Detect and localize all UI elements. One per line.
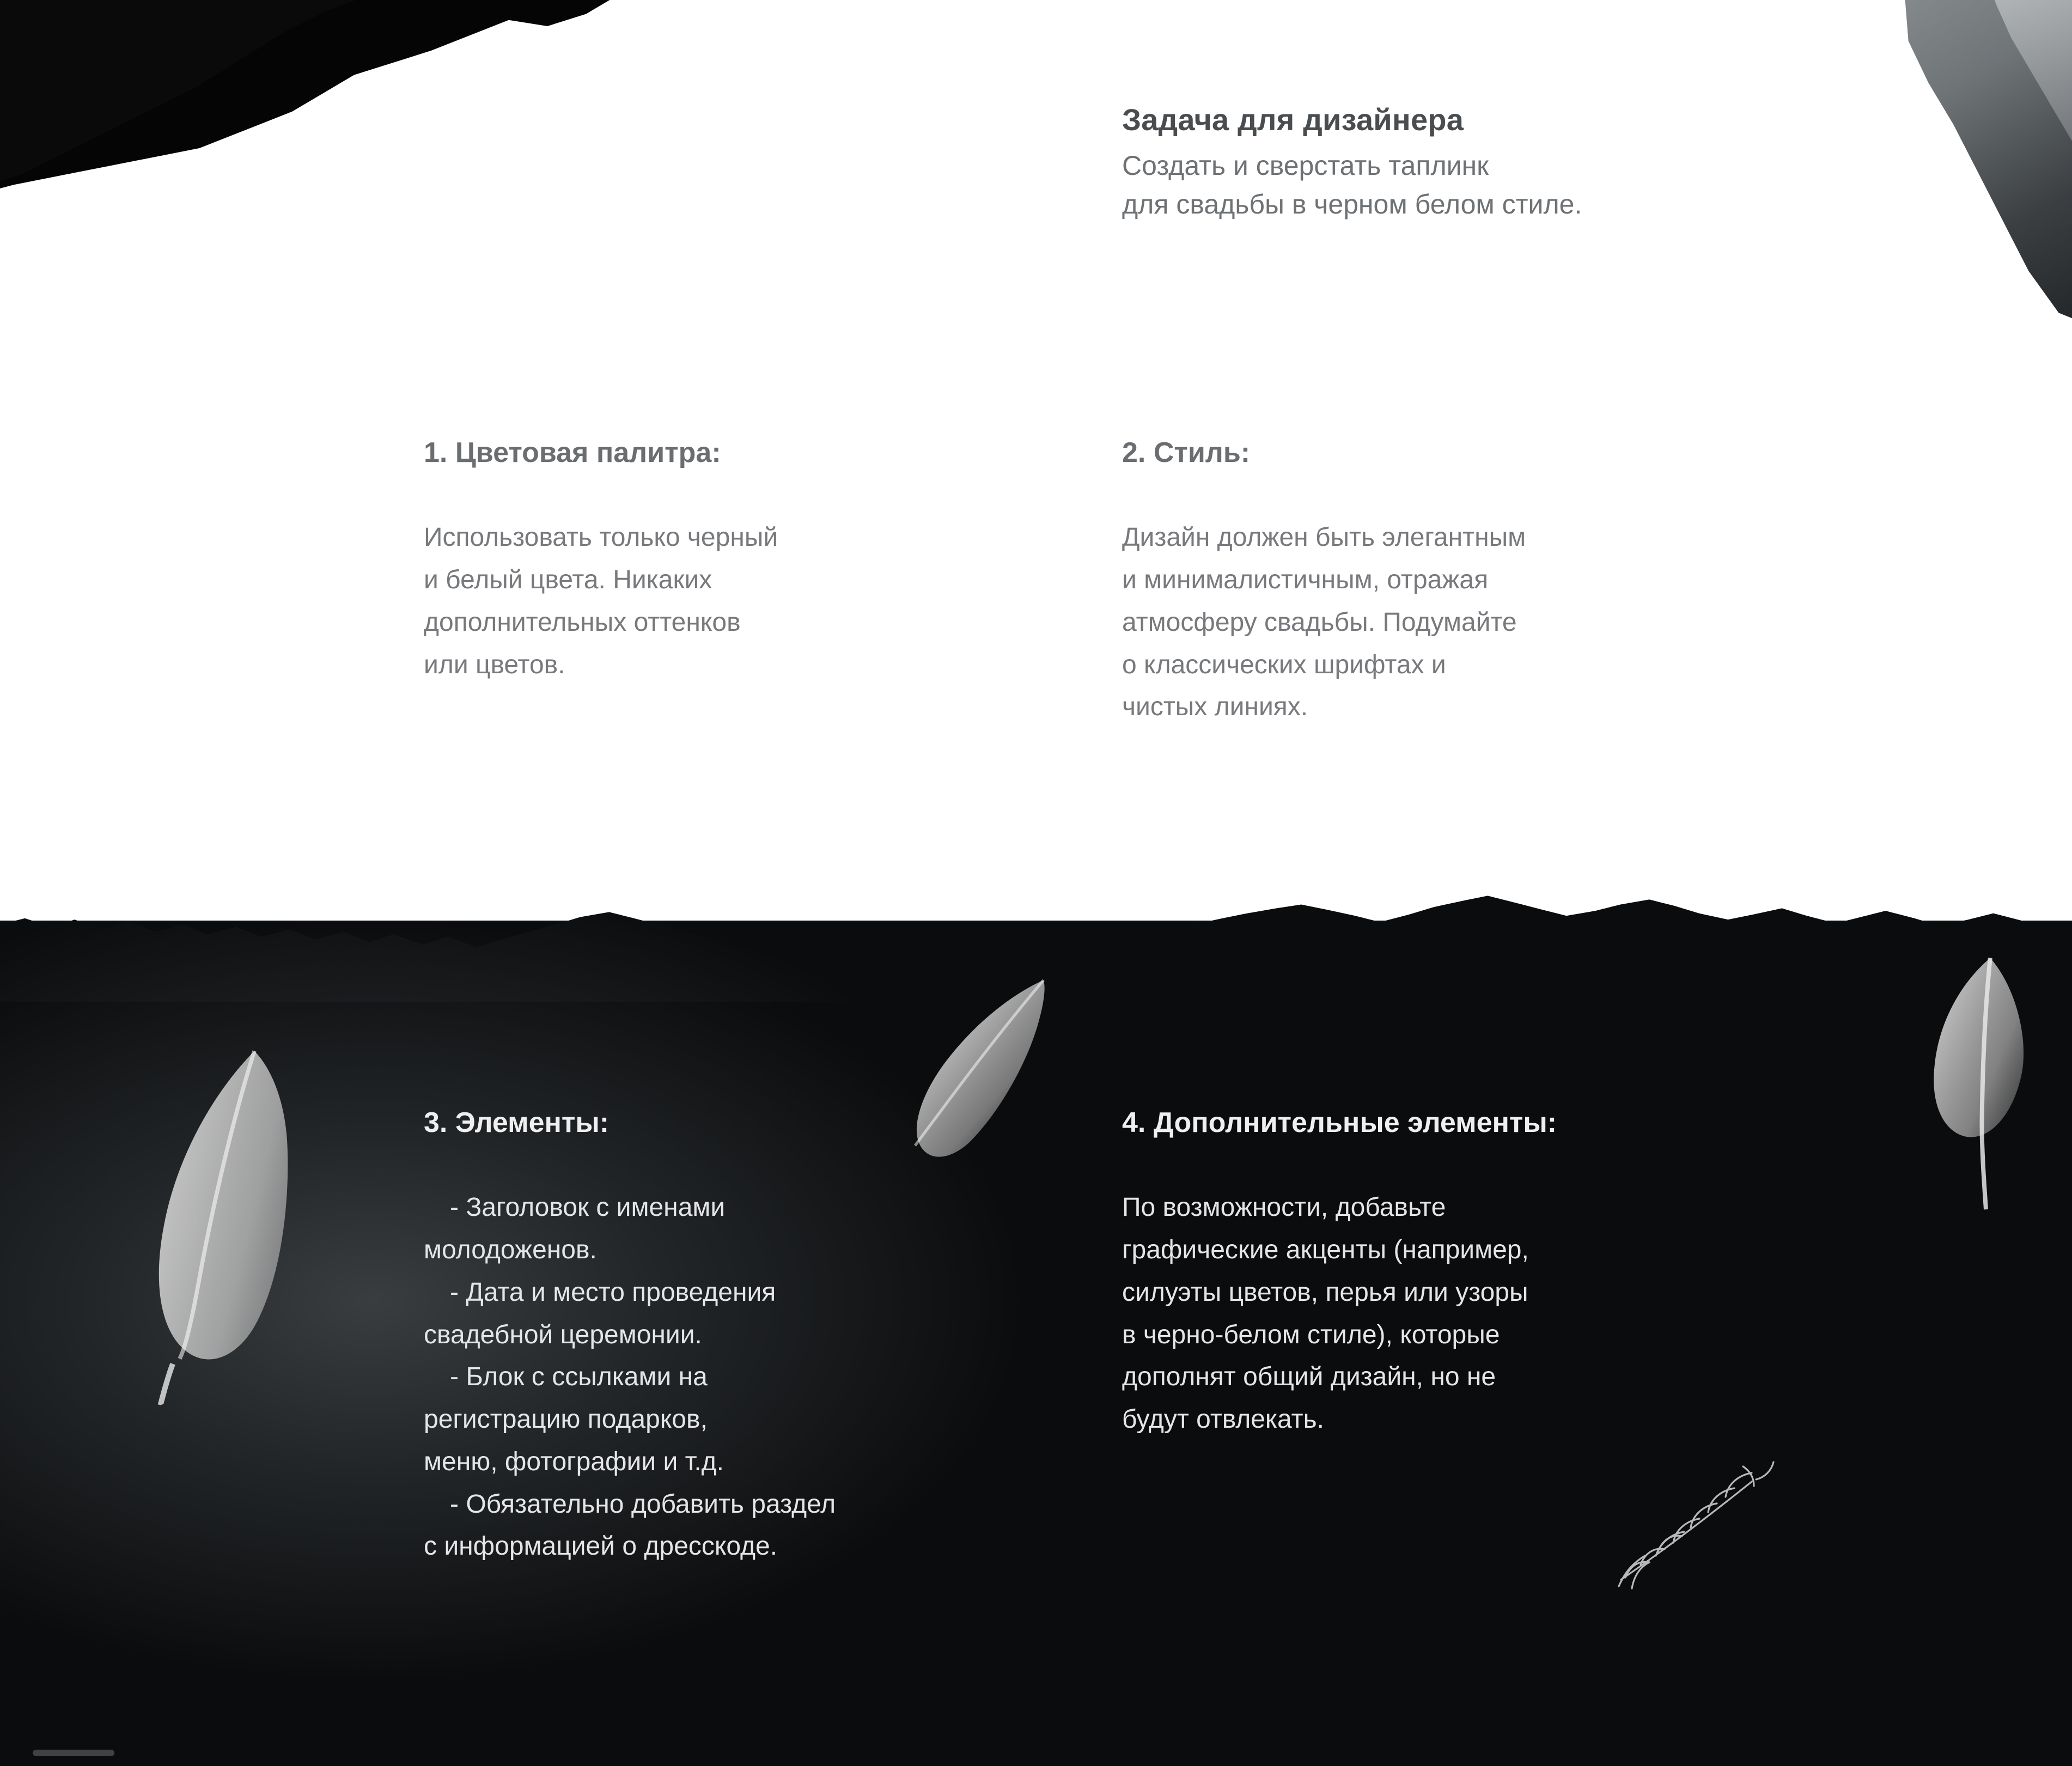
section-elements — [424, 1106, 1105, 1568]
section-2-line-5: чистых линиях. — [1122, 692, 1308, 722]
section-1-body — [424, 516, 1067, 686]
task-block — [1122, 101, 1830, 224]
section-4-line-4: в черно-белом стиле), которые — [1122, 1320, 1500, 1349]
section-3-line-6: регистрацию подарков, — [424, 1405, 708, 1434]
section-additional-elements — [1122, 1106, 1808, 1441]
section-color-palette — [424, 436, 1067, 686]
task-line-1: Создать и сверстать таплинк — [1122, 150, 1489, 181]
section-2-body — [1122, 516, 1765, 728]
section-3-line-3: - Дата и место проведения — [450, 1277, 776, 1307]
task-title: Задача для дизайнера — [1122, 102, 1464, 137]
section-1-line-4: или цветов. — [424, 650, 565, 679]
section-3-heading: 3. Элементы: — [424, 1107, 610, 1138]
section-4-line-5: дополнят общий дизайн, но не — [1122, 1362, 1496, 1392]
section-1-heading: 1. Цветовая палитра: — [424, 437, 721, 468]
section-4-line-3: силуэты цветов, перья или узоры — [1122, 1277, 1528, 1307]
section-style — [1122, 436, 1765, 728]
section-4-body — [1122, 1186, 1808, 1441]
section-3-line-9: с информацией о дресскоде. — [424, 1532, 778, 1561]
section-3-line-1: - Заголовок с именами — [450, 1193, 726, 1222]
section-3-line-8: - Обязательно добавить раздел — [450, 1489, 836, 1519]
section-2-line-2: и минималистичным, отражая — [1122, 565, 1489, 595]
section-3-body — [424, 1186, 1105, 1568]
section-4-line-1: По возможности, добавьте — [1122, 1193, 1446, 1222]
section-3-line-2: молодоженов. — [424, 1235, 597, 1265]
section-1-line-2: и белый цвета. Никаких — [424, 565, 712, 595]
section-2-line-1: Дизайн должен быть элегантным — [1122, 523, 1526, 552]
section-4-heading: 4. Дополнительные элементы: — [1122, 1107, 1557, 1138]
section-3-line-4: свадебной церемонии. — [424, 1320, 702, 1349]
scroll-indicator[interactable] — [33, 1750, 114, 1756]
section-2-line-3: атмосферу свадьбы. Подумайте — [1122, 607, 1517, 637]
section-3-line-5: - Блок с ссылками на — [450, 1362, 708, 1392]
section-1-line-3: дополнительных оттенков — [424, 607, 741, 637]
task-line-2: для свадьбы в черном белом стиле. — [1122, 189, 1582, 220]
section-2-heading: 2. Стиль: — [1122, 437, 1251, 468]
section-3-line-7: меню, фотографии и т.д. — [424, 1447, 724, 1476]
branch-sprig-icon — [1612, 1449, 1787, 1591]
section-4-line-2: графические акценты (например, — [1122, 1235, 1529, 1265]
section-2-line-4: о классических шрифтах и — [1122, 650, 1446, 679]
section-1-line-1: Использовать только черный — [424, 523, 778, 552]
section-4-line-6: будут отвлекать. — [1122, 1405, 1324, 1434]
